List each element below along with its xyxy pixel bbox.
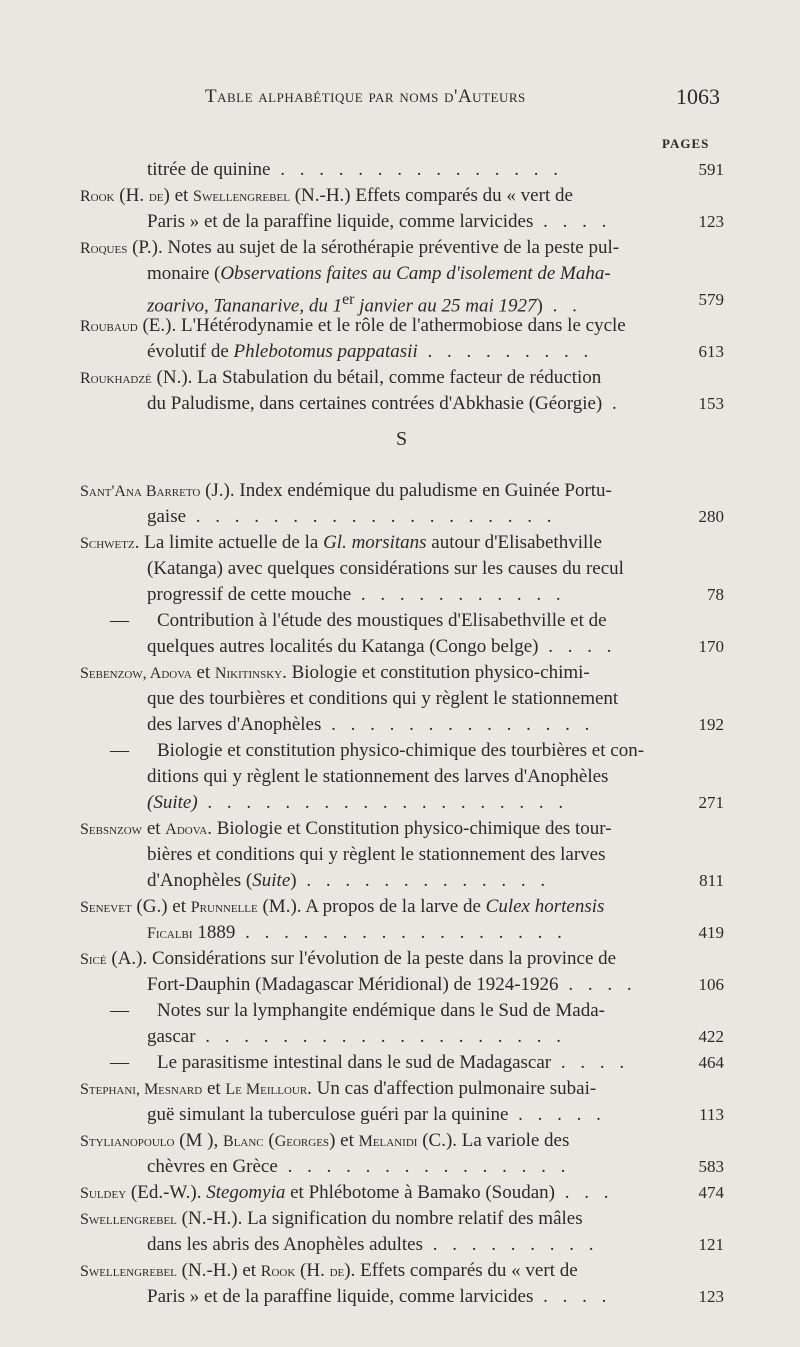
page-reference: 121 [698, 1235, 724, 1254]
entry-fragment: (P.). Notes au sujet de la sérothérapie préventive de la peste pul- [127, 237, 620, 258]
entry-fragment: (G.) et [131, 896, 191, 917]
entry-text [147, 391, 622, 417]
index-line [0, 686, 800, 712]
entry-text [80, 183, 573, 210]
entry-fragment: et [142, 818, 166, 839]
dot-leader: . . . [555, 1182, 614, 1203]
page-reference: 271 [698, 793, 724, 812]
entry-fragment: . Biologie et Constitution physico-chimique des tour- [207, 818, 612, 839]
page-reference: 422 [698, 1027, 724, 1046]
index-line [0, 1232, 800, 1258]
entry-text [80, 1128, 569, 1155]
index-line [0, 998, 800, 1024]
entry-fragment: progressif de cette mouche [147, 584, 352, 605]
author-name: Sebenzow, Adova [80, 665, 192, 682]
entry-fragment: titrée de quinine [147, 159, 271, 180]
entry-text [80, 530, 602, 557]
entry-fragment: bières et conditions qui y règlent le stationnement des larves [147, 844, 606, 865]
index-line [0, 1050, 800, 1076]
entry-fragment: Phlebotomus pappatasii [233, 341, 418, 362]
entry-fragment: ) [290, 870, 297, 891]
entry-fragment: Gl. morsitans [323, 532, 427, 553]
index-line [0, 816, 800, 842]
dot-leader: . . . . [533, 211, 612, 232]
dot-leader: . . . . . . . . . . . . . . . . . [235, 922, 567, 943]
index-line [0, 504, 800, 530]
entry-text [147, 504, 557, 530]
page-reference: 106 [698, 975, 724, 994]
page-reference: 811 [699, 871, 724, 890]
entry-fragment: dans les abris des Anophèles adultes [147, 1234, 423, 1255]
page-reference: 579 [698, 290, 724, 309]
page-reference: 464 [698, 1053, 724, 1072]
author-name: Sicé [80, 951, 107, 968]
entry-fragment: ) et [329, 1130, 359, 1151]
entry-fragment: et [202, 1078, 226, 1099]
index-line [0, 287, 800, 317]
page-reference: 123 [698, 1287, 724, 1306]
entry-text [80, 1180, 614, 1207]
entry-text [147, 1102, 606, 1128]
dot-leader: . . . . . . . . . . . . . [296, 870, 551, 891]
entry-fragment: janvier au 25 mai 1927 [354, 295, 537, 317]
entry-fragment: (C.). La variole des [417, 1130, 570, 1151]
entry-text [147, 920, 567, 947]
dot-leader: . . . . [533, 1286, 612, 1307]
entry-text [147, 339, 593, 365]
dot-leader: . [602, 393, 622, 414]
entry-text [80, 894, 604, 921]
author-name: Senevet [80, 899, 132, 916]
dot-leader: . . [542, 295, 582, 317]
entry-fragment: zoarivo, Tananarive, du 1 [147, 295, 343, 317]
entry-text [147, 157, 563, 183]
entry-fragment: . Un cas d'affection pulmonaire subai- [307, 1078, 597, 1099]
index-line [0, 1128, 800, 1154]
author-name: Ficalbi [147, 925, 193, 942]
entry-fragment: (N.-H.). La signification du nombre relatif des mâles [176, 1208, 583, 1229]
entry-text [147, 209, 611, 235]
entry-text [147, 1024, 566, 1050]
entry-fragment: Le parasitisme intestinal dans le sud de Madagascar [157, 1052, 552, 1073]
page-reference: 123 [698, 212, 724, 231]
index-line [0, 920, 800, 946]
index-line [0, 764, 800, 790]
page-reference: 474 [698, 1183, 724, 1202]
index-line [0, 608, 800, 634]
index-line [0, 1206, 800, 1232]
running-title: Table alphabétique par noms d'Auteurs [205, 86, 526, 107]
entry-fragment: gaise [147, 506, 187, 527]
entry-fragment: Observations faites au Camp d'isolement de Maha- [220, 263, 611, 284]
entry-text [147, 582, 566, 608]
entry-text [157, 738, 644, 764]
entry-fragment: Paris » et de la paraffine liquide, comme larvicides [147, 211, 534, 232]
dot-leader: . . . . . . . . . [422, 1234, 599, 1255]
index-line [0, 790, 800, 816]
entry-text [147, 634, 617, 660]
entry-text [147, 790, 568, 816]
pages-column-label: PAGES [662, 136, 710, 151]
dot-leader: . . . . [558, 974, 637, 995]
index-line [0, 712, 800, 738]
entry-fragment: (J.). Index endémique du paludisme en Guinée Portu- [200, 480, 612, 501]
entry-fragment: (H. [295, 1260, 330, 1281]
entry-fragment: (N.-H.) et [176, 1260, 261, 1281]
dot-leader: . . . . . . . . . . . . . . . . . . . [197, 792, 569, 813]
ditto-dash: — [110, 1000, 129, 1021]
author-name: Melanidi [358, 1133, 418, 1150]
entry-text [157, 1050, 629, 1076]
entry-fragment: (E.). L'Hétérodynamie et le rôle de l'athermobiose dans le cycle [137, 315, 626, 336]
page-reference: 419 [698, 923, 724, 942]
entry-fragment: guë simulant la tuberculose guéri par la quinine [147, 1104, 509, 1125]
entry-text [147, 686, 618, 712]
entry-fragment: que des tourbières et conditions qui y règlent le stationnement [147, 688, 619, 709]
entry-fragment: ditions qui y règlent le stationnement des larves d'Anophèles [147, 766, 609, 787]
index-line [0, 157, 800, 183]
index-line [0, 1102, 800, 1128]
index-line [0, 972, 800, 998]
entry-text [147, 1154, 570, 1180]
entry-fragment: (Katanga) avec quelques considérations sur les causes du recul [147, 558, 624, 579]
index-line [0, 894, 800, 920]
page-reference: 613 [698, 342, 724, 361]
entry-fragment: (A.). Considérations sur l'évolution de la peste dans la province de [106, 948, 617, 969]
dot-leader: . . . . . . . . . . . [351, 584, 566, 605]
entry-text [157, 608, 607, 634]
entry-fragment: quelques autres localités du Katanga (Congo belge) [147, 636, 539, 657]
entry-fragment: ). Effets comparés du « vert de [344, 1260, 578, 1281]
entry-fragment: (N.-H.) Effets comparés du « vert de [289, 185, 573, 206]
author-name: Stephani, Mesnard [80, 1081, 203, 1098]
author-name: de [329, 1263, 345, 1280]
entry-fragment: gascar [147, 1026, 196, 1047]
entry-fragment: Paris » et de la paraffine liquide, comme larvicides [147, 1286, 534, 1307]
dot-leader: . . . . . . . . . . . . . . [321, 714, 595, 735]
entry-text [80, 1206, 583, 1233]
page-reference: 113 [699, 1105, 724, 1124]
index-line [0, 183, 800, 209]
entry-fragment: et [191, 662, 215, 683]
index-line [0, 209, 800, 235]
entry-fragment: chèvres en Grèce [147, 1156, 278, 1177]
entry-text [80, 660, 590, 687]
dot-leader: . . . . . [508, 1104, 606, 1125]
page-reference: 170 [698, 637, 724, 656]
entry-text [147, 1284, 611, 1310]
author-name: Rook [80, 188, 115, 205]
entry-fragment: (M.). A propos de la larve de [257, 896, 486, 917]
entry-fragment: . La limite actuelle de la [134, 532, 324, 553]
entry-text [80, 946, 616, 973]
entry-text [157, 998, 605, 1024]
author-name: Roukhadzé [80, 370, 152, 387]
entry-fragment: Stegomyia [206, 1182, 286, 1203]
entry-fragment: ) [536, 295, 543, 317]
author-name: Stylianopoulo [80, 1133, 175, 1150]
entry-text [147, 972, 637, 998]
index-line [0, 1284, 800, 1310]
author-name: Suldey [80, 1185, 127, 1202]
entry-text [147, 1232, 598, 1258]
author-name: Swellengrebel [80, 1211, 177, 1228]
entry-fragment: d'Anophèles ( [147, 870, 253, 891]
entry-fragment: Biologie et constitution physico-chimique des tourbières et con- [157, 740, 645, 761]
entry-fragment: du Paludisme, dans certaines contrées d'Abkhasie (Géorgie) [147, 393, 603, 414]
entry-fragment: (H. [114, 185, 149, 206]
author-name: Roubaud [80, 318, 138, 335]
page-number: 1063 [676, 84, 720, 109]
index-line [0, 1258, 800, 1284]
entry-text [147, 712, 594, 738]
entry-text [147, 261, 611, 287]
entry-fragment: Notes sur la lymphangite endémique dans le Sud de Mada- [157, 1000, 605, 1021]
author-name: Le Meillour [225, 1081, 308, 1098]
author-name: Adova [165, 821, 208, 838]
index-line [0, 868, 800, 894]
index-line [0, 365, 800, 391]
index-line [0, 1024, 800, 1050]
author-name: Swellengrebel [80, 1263, 177, 1280]
index-line [0, 1076, 800, 1102]
page-reference: 280 [698, 507, 724, 526]
dot-leader: . . . . [551, 1052, 630, 1073]
index-line [0, 582, 800, 608]
author-name: Sebsnzow [80, 821, 143, 838]
index-line [0, 235, 800, 261]
entry-fragment: Suite [252, 870, 291, 891]
entry-fragment: Fort-Dauphin (Madagascar Méridional) de 1924-1926 [147, 974, 559, 995]
entry-fragment: des larves d'Anophèles [147, 714, 322, 735]
entry-text [80, 1076, 596, 1103]
index-line [0, 261, 800, 287]
index-line [0, 660, 800, 686]
dot-leader: . . . . . . . . . . . . . . . . . . . [186, 506, 557, 527]
entry-fragment: et Phlébotome à Bamako (Soudan) [285, 1182, 555, 1203]
entry-text [80, 313, 626, 340]
dot-leader: . . . . . . . . . . . . . . . . . . . [195, 1026, 567, 1047]
index-line [0, 313, 800, 339]
author-name: de [148, 188, 164, 205]
page-reference: 78 [707, 585, 724, 604]
page-reference: 591 [698, 160, 724, 179]
entry-text [80, 816, 612, 843]
dot-leader: . . . . . . . . . . . . . . . [277, 1156, 571, 1177]
entry-fragment: autour d'Elisabethville [426, 532, 602, 553]
index-line [0, 530, 800, 556]
entry-fragment: (Suite) [147, 792, 198, 813]
page-reference: 192 [698, 715, 724, 734]
page-reference: 583 [698, 1157, 724, 1176]
entry-fragment: er [342, 291, 355, 308]
entry-text [147, 868, 550, 894]
author-name: Schwetz [80, 535, 135, 552]
index-line [0, 634, 800, 660]
author-name: Georges [274, 1133, 330, 1150]
author-name: Swellengrebel [193, 188, 290, 205]
author-name: Nikitinsky [214, 665, 283, 682]
entry-fragment: ( [263, 1130, 275, 1151]
entry-text [147, 556, 624, 582]
index-line [0, 1154, 800, 1180]
author-name: Sant'Ana Barreto [80, 483, 201, 500]
ditto-dash: — [110, 1052, 129, 1073]
entry-text [80, 1258, 578, 1285]
entry-fragment: monaire ( [147, 263, 221, 284]
entry-fragment: 1889 [192, 922, 236, 943]
page-reference: 153 [698, 394, 724, 413]
author-name: Roques [80, 240, 128, 257]
entry-fragment: ) et [163, 185, 194, 206]
entry-text [147, 842, 606, 868]
author-name: Prunnelle [190, 899, 258, 916]
entry-text [147, 764, 608, 790]
dot-leader: . . . . [538, 636, 617, 657]
entry-fragment: Contribution à l'étude des moustiques d'Elisabethville et de [157, 610, 607, 631]
entry-fragment: Culex hortensis [485, 896, 605, 917]
index-line [0, 478, 800, 504]
author-name: Blanc [223, 1133, 264, 1150]
index-line [0, 556, 800, 582]
index-line [0, 1180, 800, 1206]
index-line [0, 339, 800, 365]
index-line [0, 738, 800, 764]
entry-text [80, 365, 601, 392]
dot-leader: . . . . . . . . . . . . . . . [270, 159, 563, 180]
entry-fragment: (Ed.-W.). [126, 1182, 207, 1203]
entry-fragment: évolutif de [147, 341, 234, 362]
index-line [0, 946, 800, 972]
ditto-dash: — [110, 740, 129, 761]
section-heading: S [396, 428, 408, 450]
entry-fragment: (N.). La Stabulation du bétail, comme facteur de réduction [151, 367, 602, 388]
entry-text [80, 235, 619, 262]
ditto-dash: — [110, 610, 129, 631]
author-name: Rook [260, 1263, 296, 1280]
entry-fragment: . Biologie et constitution physico-chimi- [282, 662, 590, 683]
index-line [0, 842, 800, 868]
dot-leader: . . . . . . . . . [417, 341, 594, 362]
entry-fragment: (M ), [174, 1130, 224, 1151]
index-line [0, 391, 800, 417]
entry-text [80, 478, 612, 505]
